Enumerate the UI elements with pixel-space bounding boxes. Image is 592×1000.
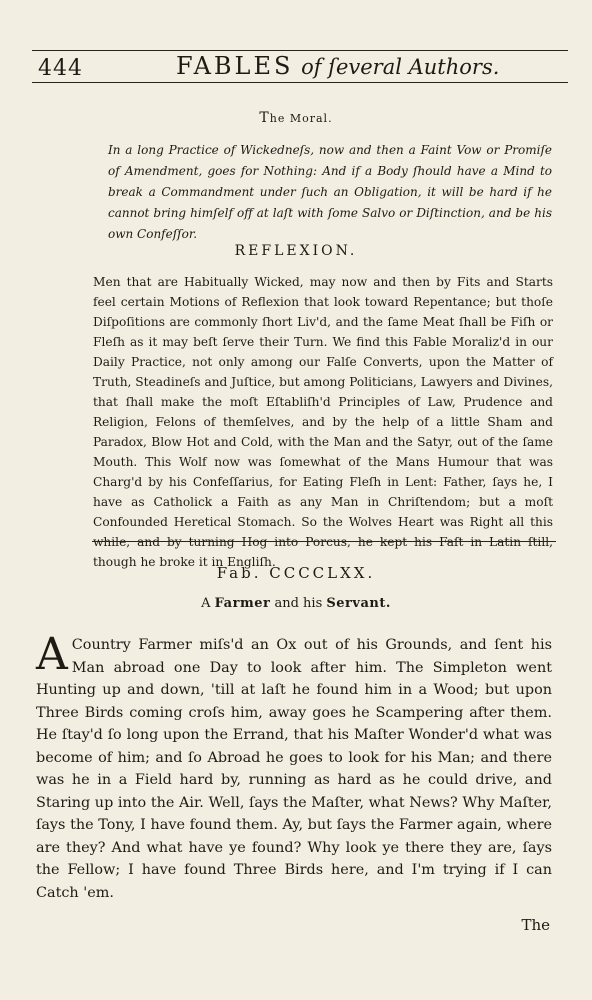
fable-title-article: A: [201, 596, 211, 611]
catchword: The: [521, 916, 550, 934]
running-head: [176, 52, 499, 80]
moral-paragraph: In a long Practice of Wickedneſs, now and then a Faint Vow or Promiſe of Amendment, goes for Nothing: And if a Body ſhould have a Mind to break a Commandment under ſuch an Obligation, it will be hard if he cannot bring himſelf off at laſt with ſome Salvo or Diſtinction, and be his own Confeſſor.: [108, 143, 552, 241]
header-rule-bottom: [32, 82, 568, 83]
moral-heading-rest: he Moral.: [269, 112, 333, 125]
fable-title-farmer: Farmer: [214, 596, 271, 611]
fable-title-and-his: and his: [274, 596, 323, 611]
moral-heading-initial: T: [259, 110, 270, 126]
running-head-italic: of ſeveral Authors.: [301, 55, 500, 79]
fable-body: Country Farmer miſs'd an Ox out of his Grounds, and ſent his Man abroad one Day to look after him. The Simpleton went Hunting up and down, 'till at laſt he found him in a Wood; but upon Three Birds coming croſs him, away goes he Scampering after them. He ſtay'd ſo long upon the Errand, that his Maſter Wonder'd what was become of him; and ſo Abroad he goes to look for his Man; and there was he in a Field hard by, running as hard as he could drive, and Staring up into the Air. Well, ſays the Maſter, what News? Why Maſter, ſays the Tony, I have found them. Ay, but ſays the Farmer again, where are they? And what have ye found? Why look ye there they are, ſays the Fellow; I have found Three Birds here, and I'm trying if I can Catch 'em.: [36, 637, 552, 901]
header-rule-top: [32, 50, 568, 51]
moral-heading: [0, 110, 592, 126]
page-number: 444: [38, 56, 83, 81]
drop-cap: A: [36, 629, 68, 680]
fable-paragraph: [36, 629, 552, 904]
fable-title-servant: Servant.: [326, 596, 391, 611]
section-divider: [92, 541, 556, 542]
fable-number-heading: Fab. CCCCLXX.: [216, 564, 376, 582]
running-head-caps: FABLES: [176, 52, 294, 80]
reflexion-paragraph: Men that are Habitually Wicked, may now and then by Fits and Starts feel certain Motions of Reflexion that look toward Repentance; but thoſe Diſpoſitions are commonly ſhort Liv'd, and the ſame Meat ſhall be Fiſh or Fleſh as it may beſt ſerve their Turn. We find this Fable Moraliz'd in our Daily Practice, not only among our Falſe Converts, upon the Matter of Truth, Steadineſs and Juſtice, but among Politicians, Lawyers and Divines, that ſhall make the moſt Eſtabliſh'd Principles of Law, Prudence and Religion, Felons of themſelves, and by the help of a little Sham and Paradox, Blow Hot and Cold, with the Man and the Satyr, out of the ſame Mouth. This Wolf now was ſomewhat of the Mans Humour that was Charg'd by his Confeſſarius, for Eating Fleſh in Lent: Father, ſays he, I have as Catholick a Faith as any Man in Chriſtendom; but a moſt Confounded Heretical Stomach. So the Wolves Heart was Right all this while, and by turning Hog into Porcus, he kept his Faſt in Latin ſtill, though he broke it in Engliſh.: [93, 275, 553, 569]
reflexion-heading: REFLEXION.: [234, 243, 358, 259]
fable-title: [0, 596, 592, 611]
